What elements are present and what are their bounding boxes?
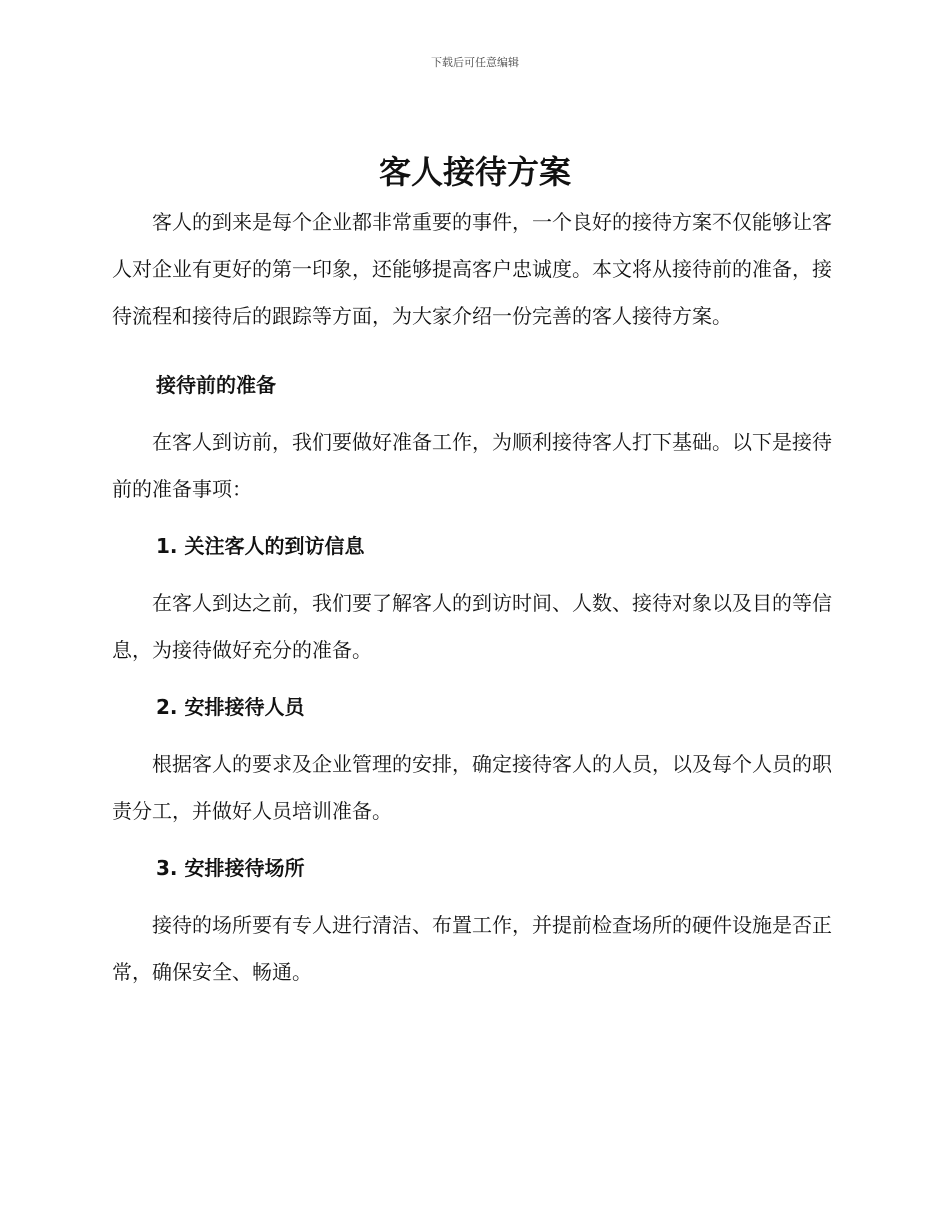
document-title: 客人接待方案 [378,153,571,191]
item-heading-1: 1. 关注客人的到访信息 [156,534,365,558]
item-heading-3: 3. 安排接待场所 [156,856,305,880]
document-body [112,199,832,996]
item-paragraph-2: 根据客人的要求及企业管理的安排，确定接待客人的人员，以及每个人员的职责分工，并做好人员培训准备。 [112,752,832,823]
intro-paragraph: 客人的到来是每个企业都非常重要的事件，一个良好的接待方案不仅能够让客人对企业有更好的第一印象，还能够提高客户忠诚度。本文将从接待前的准备，接待流程和接待后的跟踪等方面，为大家介绍一份完善的客人接待方案。 [112,210,832,328]
header-note: 下载后可任意编辑 [431,56,519,69]
item-heading-2: 2. 安排接待人员 [156,695,305,719]
section-paragraph-preparation: 在客人到访前，我们要做好准备工作，为顺利接待客人打下基础。以下是接待前的准备事项： [112,430,832,501]
item-paragraph-3: 接待的场所要有专人进行清洁、布置工作，并提前检查场所的硬件设施是否正常，确保安全、畅通。 [112,913,832,984]
item-paragraph-1: 在客人到达之前，我们要了解客人的到访时间、人数、接待对象以及目的等信息，为接待做好充分的准备。 [112,591,832,662]
section-heading-preparation: 接待前的准备 [156,373,276,397]
